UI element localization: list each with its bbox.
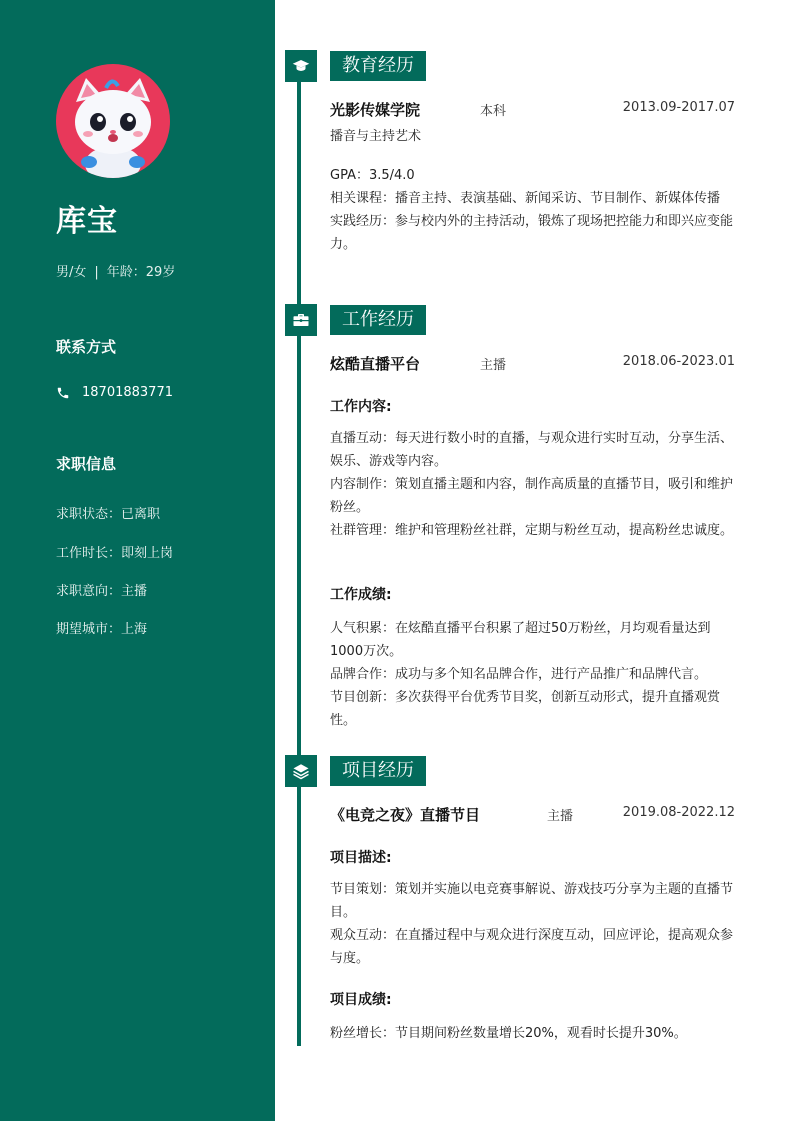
layers-icon xyxy=(292,762,310,780)
project-desc xyxy=(330,878,740,970)
profile-gender: 男/女 xyxy=(56,265,87,280)
education-section-title: 教育经历 xyxy=(330,51,426,81)
phone-icon xyxy=(56,386,70,400)
sidebar xyxy=(0,0,275,1121)
graduation-cap-icon xyxy=(292,57,310,75)
project-result-item: 粉丝增长：节目期间粉丝数量增长20%，观看时长提升30%。 xyxy=(330,1026,687,1041)
briefcase-icon xyxy=(292,311,310,329)
avatar xyxy=(56,64,170,178)
work-role: 主播 xyxy=(480,358,507,373)
work-achievement-item: 品牌合作：成功与多个知名品牌合作，进行产品推广和品牌代言。 xyxy=(330,667,708,682)
project-desc-item: 观众互动：在直播过程中与观众进行深度互动，回应评论，提高观众参与度。 xyxy=(330,928,734,966)
work-achievements xyxy=(330,617,740,732)
work-company: 炫酷直播平台 xyxy=(330,355,421,373)
education-major: 播音与主持艺术 xyxy=(330,129,422,144)
work-content-item: 社群管理：维护和管理粉丝社群，定期与粉丝互动，提高粉丝忠诚度。 xyxy=(330,523,734,538)
education-details xyxy=(330,164,740,256)
work-achievement-item: 节目创新：多次获得平台优秀节目奖，创新互动形式，提升直播观赏性。 xyxy=(330,690,721,728)
work-section-icon xyxy=(285,304,317,336)
project-date: 2019.08-2022.12 xyxy=(622,805,735,820)
project-desc-item: 节目策划：策划并实施以电竞赛事解说、游戏技巧分享为主题的直播节目。 xyxy=(330,882,734,920)
work-section-title: 工作经历 xyxy=(330,305,426,335)
education-courses: 相关课程：播音主持、表演基础、新闻采访、节目制作、新媒体传播 xyxy=(330,191,721,206)
work-content-item: 内容制作：策划直播主题和内容，制作高质量的直播节目，吸引和维护粉丝。 xyxy=(330,477,734,515)
project-name: 《电竞之夜》直播节目 xyxy=(330,806,481,824)
timeline-line xyxy=(297,62,301,1046)
meta-separator: | xyxy=(94,265,99,280)
project-result-heading: 项目成绩: xyxy=(330,992,392,1008)
job-city: 期望城市：上海 xyxy=(56,622,148,637)
profile-age: 年龄：29岁 xyxy=(106,265,176,280)
job-heading: 求职信息 xyxy=(56,455,117,473)
job-intention: 求职意向：主播 xyxy=(56,584,148,599)
project-section-title: 项目经历 xyxy=(330,756,426,786)
profile-meta xyxy=(56,261,175,280)
education-gpa: GPA：3.5/4.0 xyxy=(330,168,415,183)
contact-phone xyxy=(56,385,173,400)
phone-number: 18701883771 xyxy=(82,385,173,400)
job-availability: 工作时长：即刻上岗 xyxy=(56,546,174,561)
project-results xyxy=(330,1022,740,1045)
work-content-heading: 工作内容: xyxy=(330,399,392,415)
education-school: 光影传媒学院 xyxy=(330,101,421,119)
education-date: 2013.09-2017.07 xyxy=(622,100,735,115)
work-date: 2018.06-2023.01 xyxy=(622,354,735,369)
work-achievement-heading: 工作成绩: xyxy=(330,587,392,603)
profile-name: 库宝 xyxy=(56,204,118,239)
contact-heading: 联系方式 xyxy=(56,338,117,356)
education-degree: 本科 xyxy=(480,104,507,119)
project-desc-heading: 项目描述: xyxy=(330,850,392,866)
work-content-item: 直播互动：每天进行数小时的直播，与观众进行实时互动，分享生活、娱乐、游戏等内容。 xyxy=(330,431,734,469)
education-section-icon xyxy=(285,50,317,82)
education-practice: 实践经历：参与校内外的主持活动，锻炼了现场把控能力和即兴应变能力。 xyxy=(330,214,734,252)
work-achievement-item: 人气积累：在炫酷直播平台积累了超过50万粉丝，月均观看量达到1000万次。 xyxy=(330,621,711,659)
project-section-icon xyxy=(285,755,317,787)
work-content xyxy=(330,427,740,542)
job-status: 求职状态：已离职 xyxy=(56,507,161,522)
project-role: 主播 xyxy=(547,809,574,824)
